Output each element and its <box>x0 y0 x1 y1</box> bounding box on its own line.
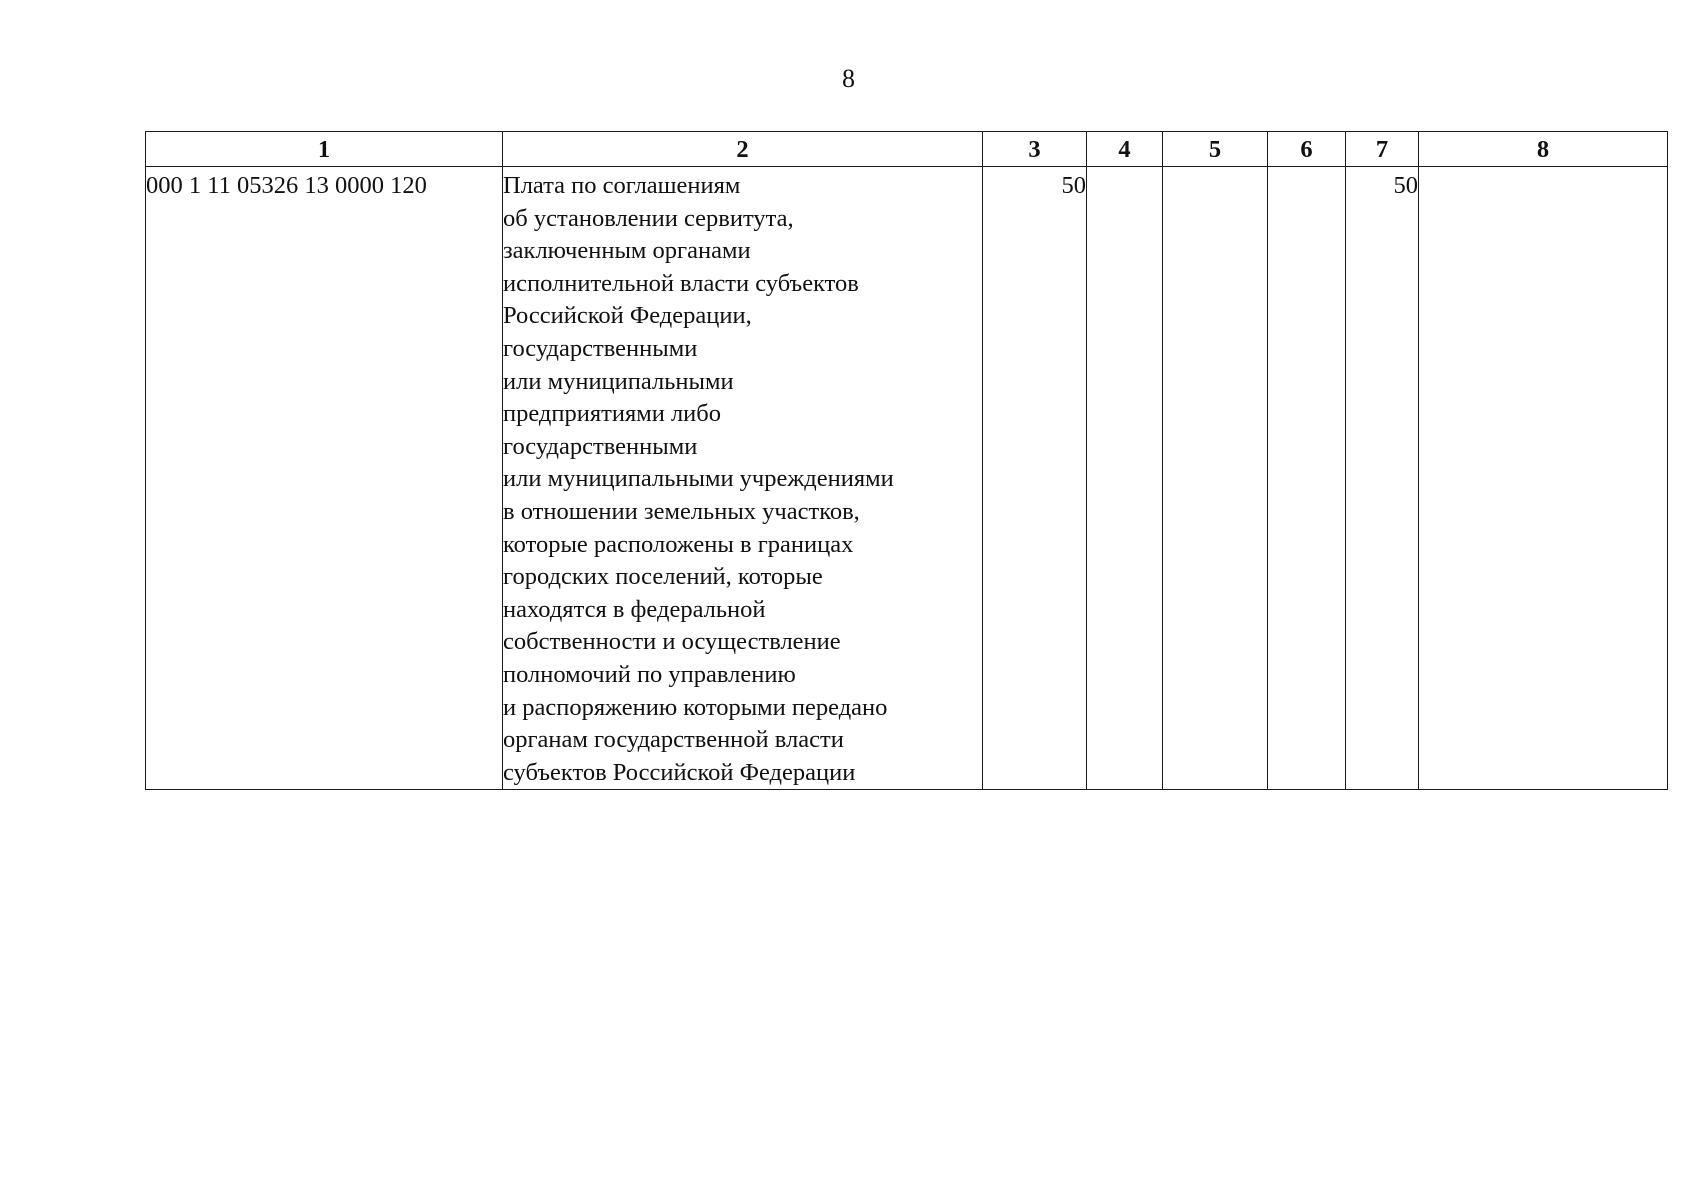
income-name-line: и распоряжению которыми передано <box>503 693 888 721</box>
income-name-line: об установлении сервитута, <box>503 204 794 232</box>
income-name-line: в отношении земельных участков, <box>503 497 860 525</box>
income-name-line: исполнительной власти субъектов <box>503 269 859 297</box>
table-row <box>146 167 1668 790</box>
income-name-line: или муниципальными учреждениями <box>503 465 894 493</box>
income-name-line: заключенным органами <box>503 237 751 265</box>
income-name-cell <box>503 167 983 790</box>
income-name-line: государственными <box>503 334 698 362</box>
column-header-1: 1 <box>146 132 503 167</box>
column-header-4: 4 <box>1087 132 1163 167</box>
value-cell-col4 <box>1087 167 1163 790</box>
income-name-line: предприятиями либо <box>503 400 721 428</box>
column-header-2: 2 <box>503 132 983 167</box>
column-header-7: 7 <box>1346 132 1419 167</box>
income-name-line: полномочий по управлению <box>503 660 796 688</box>
column-header-5: 5 <box>1163 132 1268 167</box>
income-name-line: субъектов Российской Федерации <box>503 758 856 786</box>
income-name-line: Плата по соглашениям <box>503 172 741 199</box>
column-header-8: 8 <box>1419 132 1668 167</box>
income-name-line: которые расположены в границах <box>503 530 854 558</box>
budget-code-cell: 000 1 11 05326 13 0000 120 <box>146 167 503 790</box>
value-cell-col8 <box>1419 167 1668 790</box>
income-name-line: органам государственной власти <box>503 726 844 754</box>
value-cell-col6 <box>1268 167 1346 790</box>
income-name-line: городских поселений, которые <box>503 563 823 591</box>
page-number: 8 <box>842 64 855 93</box>
value-cell-col5 <box>1163 167 1268 790</box>
value-cell-col7: 50 <box>1346 167 1419 790</box>
budget-table <box>145 131 1668 790</box>
income-name-line: или муниципальными <box>503 367 734 395</box>
value-cell-col3: 50 <box>983 167 1087 790</box>
income-name-line: Российской Федерации, <box>503 302 752 330</box>
income-name-line: государственными <box>503 432 698 460</box>
column-header-3: 3 <box>983 132 1087 167</box>
income-name-line: находятся в федеральной <box>503 595 766 623</box>
column-header-6: 6 <box>1268 132 1346 167</box>
table-header-row <box>146 132 1668 167</box>
income-name-line: собственности и осуществление <box>503 628 841 656</box>
